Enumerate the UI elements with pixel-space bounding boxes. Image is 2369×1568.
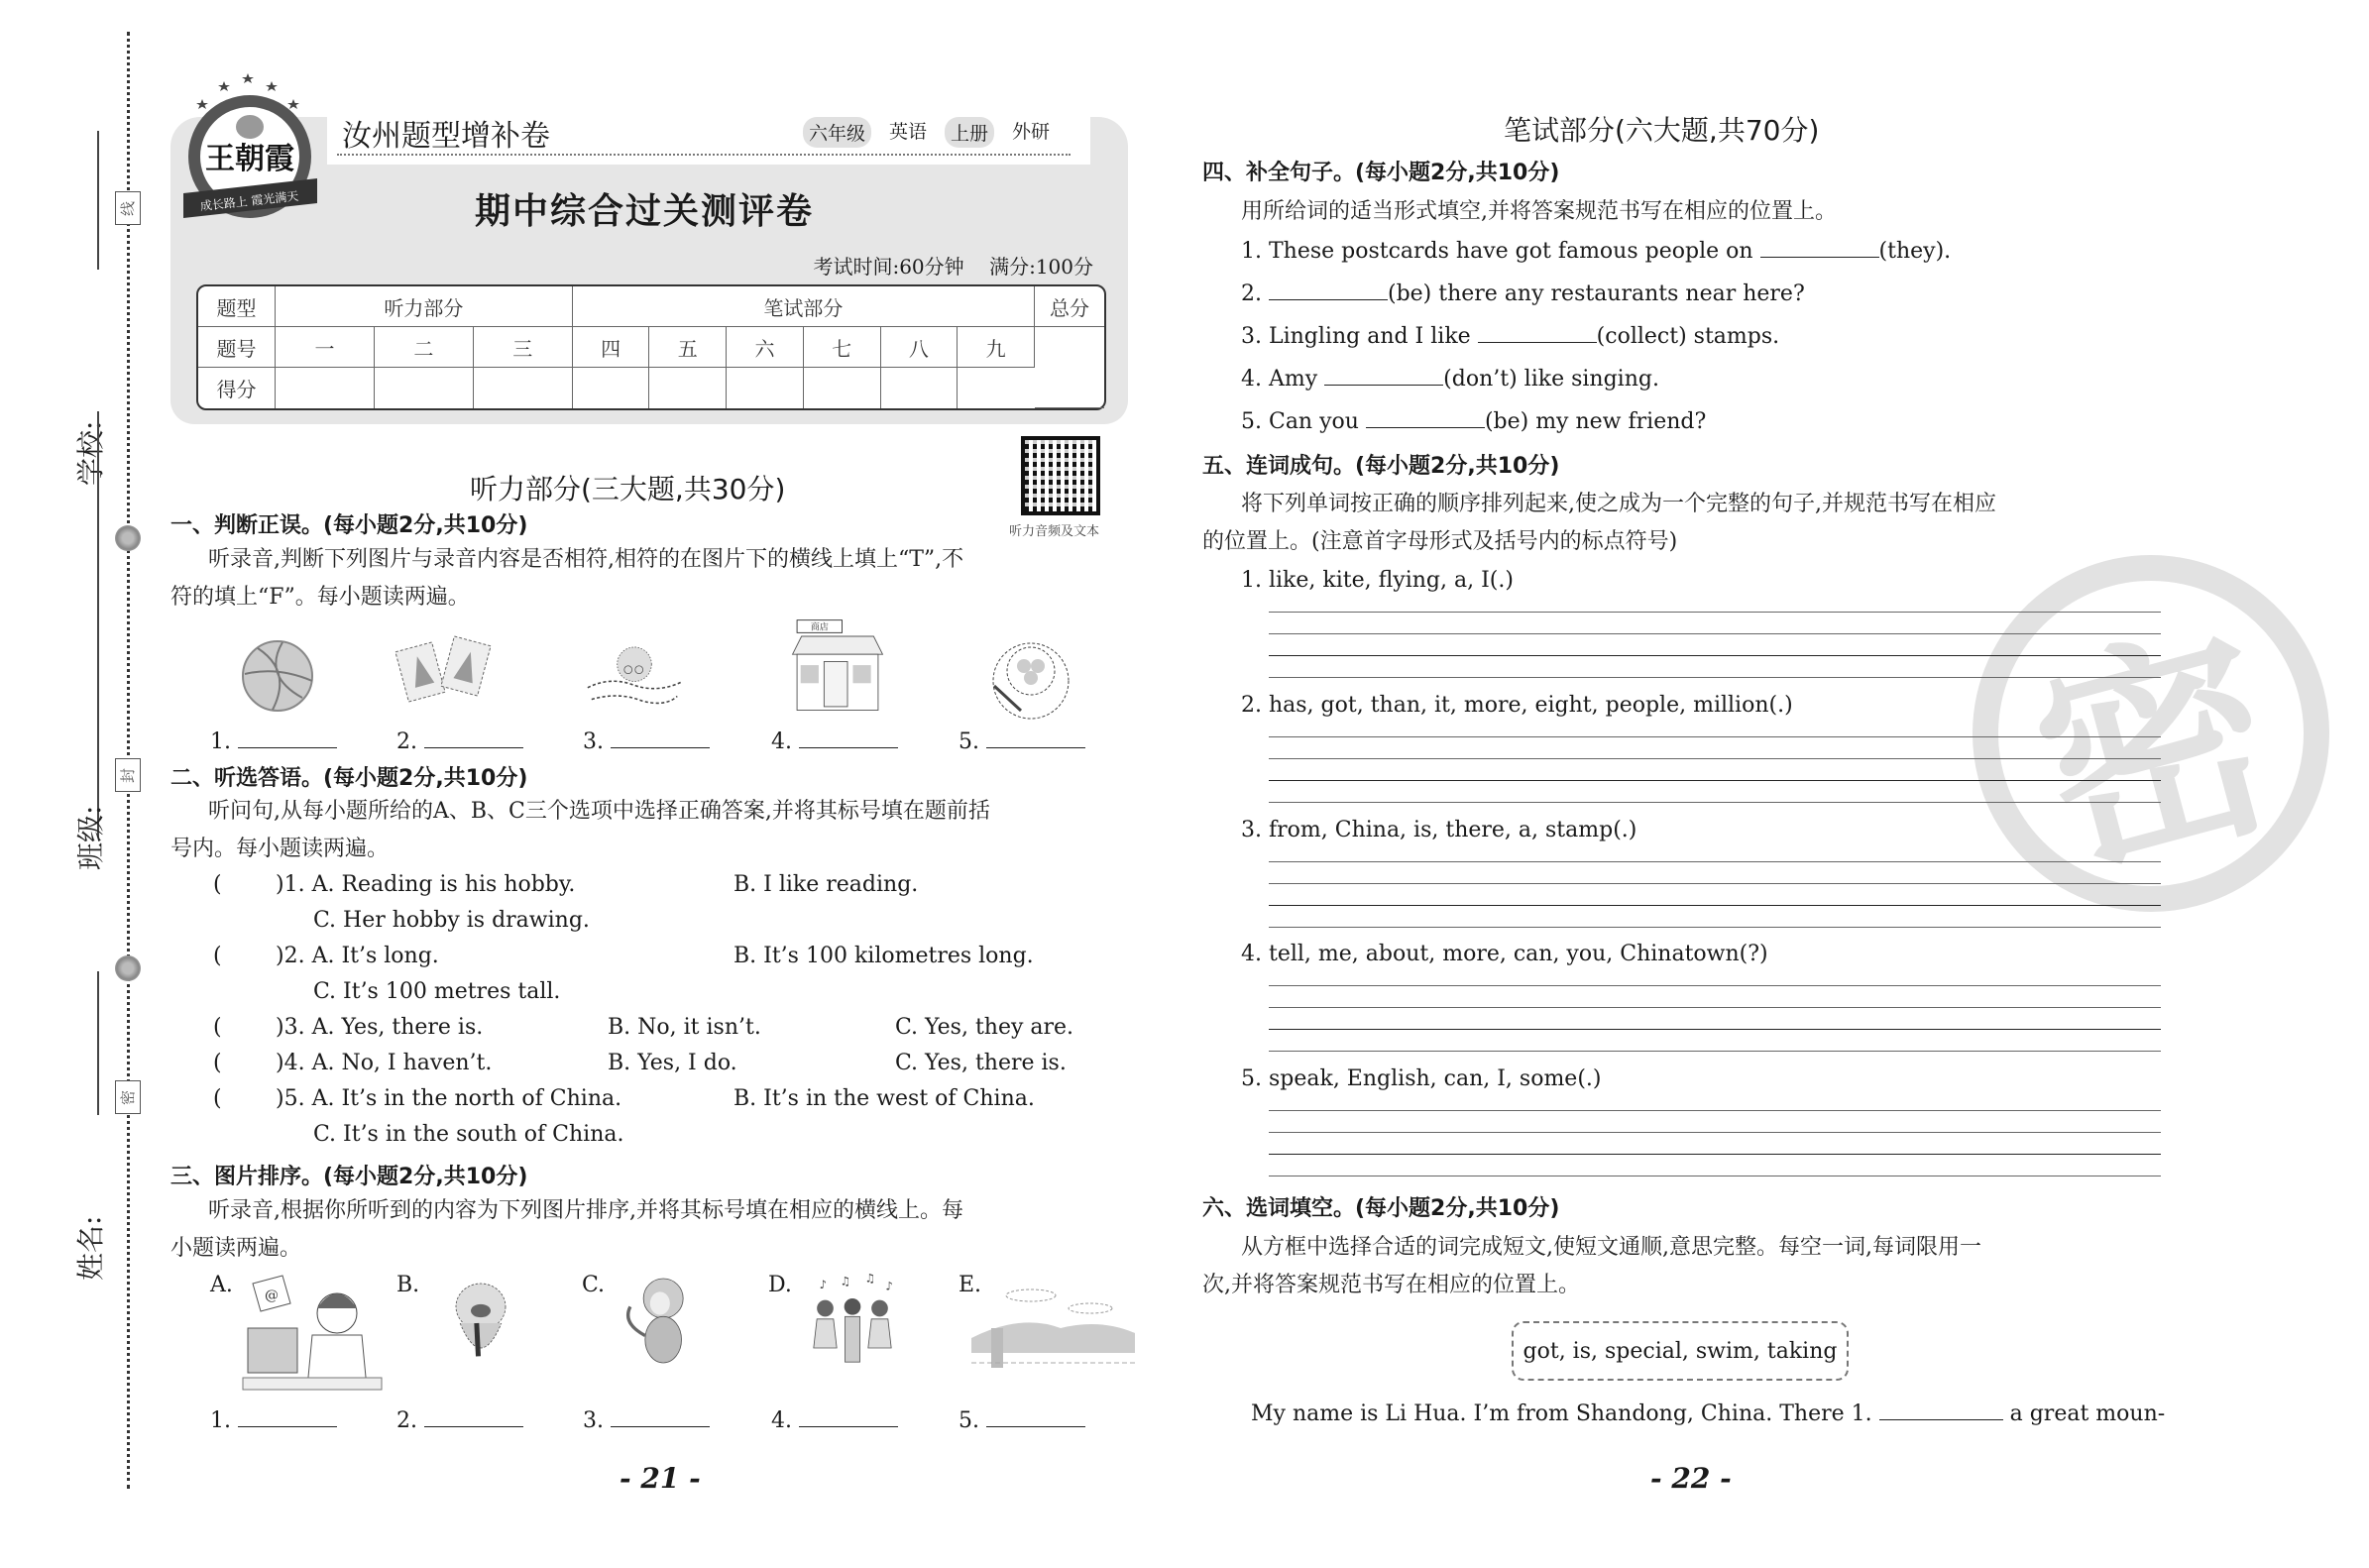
score-cell-value[interactable]: [881, 368, 959, 408]
score-cell-number: 七: [804, 327, 881, 368]
item-hint: (they).: [1878, 239, 1952, 264]
exam-meta: [813, 251, 1093, 280]
writing-line[interactable]: [1269, 780, 2161, 781]
section1-title: 一、判断正误。(每小题2分,共10分): [170, 513, 528, 538]
star-icon: [266, 81, 278, 91]
item-hint: (be) my new friend?: [1484, 409, 1707, 434]
confidential-stamp: 密: [1933, 515, 2369, 952]
word-bank-text: got, is, special, swim, taking: [1523, 1338, 1838, 1364]
name-field-label: 姓名:: [74, 1215, 107, 1281]
section1-blank-3[interactable]: [583, 728, 710, 754]
score-cell-number: 一: [276, 327, 375, 368]
section4-instruction: 用所给词的适当形式填空,并将答案规范书写在相应的位置上。: [1241, 199, 1837, 224]
passage-line-1: [1251, 1400, 2165, 1426]
score-cell-value[interactable]: [727, 368, 804, 408]
volume-tag: 上册: [945, 117, 994, 148]
score-cell-number: 六: [727, 327, 804, 368]
section5-item-5: 5. speak, English, can, I, some(.): [1241, 1066, 1602, 1091]
q1-option-a: )1. A. Reading is his hobby.: [276, 872, 576, 897]
section1-instruction-cont: 符的填上“F”。每小题读两遍。: [170, 585, 470, 610]
writing-line[interactable]: [1269, 905, 2161, 906]
answer-blank[interactable]: [1324, 366, 1443, 386]
section3-blank-1[interactable]: [210, 1407, 337, 1433]
svg-text:♪: ♪: [885, 1279, 893, 1293]
score-cell-number: 二: [375, 327, 474, 368]
answer-blank[interactable]: [424, 1407, 523, 1427]
section4-item-3: [1241, 323, 1779, 349]
svg-text:♫: ♫: [840, 1274, 850, 1288]
writing-line[interactable]: [1269, 1154, 2161, 1155]
binding-tag-mi: [115, 1080, 141, 1114]
binding-tag-text: 线: [119, 200, 138, 216]
answer-blank[interactable]: [1478, 323, 1597, 343]
answer-blank[interactable]: [611, 1407, 710, 1427]
swimming-icon: [580, 626, 689, 726]
q5-option-b: B. It’s in the west of China.: [733, 1086, 1035, 1111]
score-row-type: [198, 286, 1104, 327]
brand-logo: [178, 69, 327, 238]
section1-blank-1[interactable]: [210, 728, 337, 754]
writing-line[interactable]: [1269, 802, 2161, 803]
section1-blank-5[interactable]: [959, 728, 1085, 754]
full-score: 满分:100分: [989, 255, 1093, 279]
blank-number: 3.: [583, 729, 604, 754]
section3-blank-5[interactable]: [959, 1407, 1085, 1433]
section1-instruction: 听录音,判断下列图片与录音内容是否相符,相符的在图片下的横线上填上“T”,不: [208, 547, 964, 572]
section5-item-3: 3. from, China, is, there, a, stamp(.): [1241, 818, 1637, 842]
answer-blank[interactable]: [424, 728, 523, 748]
word-bank-box: [1512, 1321, 1849, 1381]
writing-part-title: 笔试部分(六大题,共70分): [1504, 114, 1820, 147]
item-hint: (be) there any restaurants near here?: [1388, 281, 1805, 306]
answer-blank[interactable]: [799, 728, 898, 748]
grade-tags: [803, 117, 1050, 148]
score-cell-value[interactable]: [573, 368, 650, 408]
section5-instruction-cont: 的位置上。(注意首字母形式及括号内的标点符号): [1202, 529, 1678, 554]
item-text: 1. These postcards have got famous people on: [1241, 239, 1753, 264]
edition-tag: 外研: [1012, 121, 1051, 143]
section4-title: 四、补全句子。(每小题2分,共10分): [1202, 161, 1560, 185]
score-table: [196, 284, 1106, 410]
item-text: 3. Lingling and I like: [1241, 324, 1471, 349]
listening-part-title: 听力部分(三大题,共30分): [470, 473, 786, 505]
section3-instruction-cont: 小题读两遍。: [170, 1236, 302, 1261]
item-text: 2.: [1241, 281, 1262, 306]
section2-instruction-cont: 号内。每小题读两遍。: [170, 837, 390, 861]
section1-blank-4[interactable]: [771, 728, 898, 754]
answer-blank[interactable]: [1366, 408, 1485, 428]
writing-line[interactable]: [1269, 883, 2161, 884]
subject-tag: 英语: [889, 121, 928, 143]
section4-item-1: [1241, 238, 1951, 264]
score-cell-value[interactable]: [375, 368, 474, 408]
svg-text:♫: ♫: [864, 1271, 875, 1286]
seal-icon: [115, 955, 141, 981]
score-cell-value[interactable]: [958, 368, 1035, 408]
q1-option-b: B. I like reading.: [733, 872, 919, 897]
score-cell-number: 五: [649, 327, 727, 368]
answer-blank[interactable]: [238, 728, 337, 748]
shop-sign-text: 商店: [810, 622, 829, 633]
blank-number: 5.: [959, 729, 979, 754]
q5-option-c: C. It’s in the south of China.: [313, 1122, 624, 1147]
binding-tag-text: 密: [119, 1089, 138, 1105]
binding-tag-xian: [115, 191, 141, 225]
score-cell-label: 题号: [198, 327, 276, 368]
answer-blank[interactable]: [611, 728, 710, 748]
answer-blank[interactable]: [1879, 1400, 2003, 1420]
score-cell-number: 四: [573, 327, 650, 368]
answer-blank[interactable]: [1760, 238, 1879, 258]
series-name: 汝州题型增补卷: [342, 119, 550, 154]
qr-code-icon[interactable]: [1021, 436, 1100, 515]
answer-blank[interactable]: [986, 1407, 1085, 1427]
svg-text:@: @: [265, 1288, 279, 1303]
writing-line[interactable]: [1269, 1029, 2161, 1030]
score-cell-number: 九: [958, 327, 1035, 368]
q2-option-a: )2. A. It’s long.: [276, 944, 439, 968]
section1-blank-2[interactable]: [396, 728, 523, 754]
writing-line[interactable]: [1269, 612, 2161, 613]
section6-instruction-cont: 次,并将答案规范书写在相应的位置上。: [1202, 1273, 1580, 1297]
section5-item-2: 2. has, got, than, it, more, eight, people, million(.): [1241, 693, 1793, 718]
q4-option-c: C. Yes, there is.: [895, 1051, 1067, 1075]
section5-item-1: 1. like, kite, flying, a, I(.): [1241, 568, 1514, 593]
item-hint: (don’t) like singing.: [1443, 367, 1659, 392]
answer-blank[interactable]: [986, 728, 1085, 748]
writing-line[interactable]: [1269, 1051, 2161, 1052]
writing-line[interactable]: [1269, 1007, 2161, 1008]
section5-title: 五、连词成句。(每小题2分,共10分): [1202, 454, 1560, 479]
q2-option-b: B. It’s 100 kilometres long.: [733, 944, 1034, 968]
writing-line[interactable]: [1269, 861, 2161, 862]
writing-line[interactable]: [1269, 633, 2161, 634]
blank-number: 4.: [771, 729, 792, 754]
blank-number: 1.: [210, 729, 231, 754]
picture-letter-c: C.: [582, 1273, 606, 1297]
section2-instruction: 听问句,从每小题所给的A、B、C三个选项中选择正确答案,并将其标号填在题前括: [208, 799, 990, 824]
page-number-left: - 21 -: [620, 1462, 701, 1495]
star-icon: [287, 99, 299, 109]
score-cell-label: 得分: [198, 368, 276, 408]
class-field-label: 班级:: [74, 805, 107, 870]
section5-item-4: 4. tell, me, about, more, can, you, Chinatown(?): [1241, 942, 1768, 966]
writing-line[interactable]: [1269, 1132, 2161, 1133]
item-text: 4. Amy: [1241, 367, 1318, 392]
q4-option-a: )4. A. No, I haven’t.: [276, 1051, 493, 1075]
basketball-icon: [233, 626, 342, 726]
score-cell-total-value[interactable]: [1035, 327, 1104, 408]
writing-line[interactable]: [1269, 736, 2161, 737]
section3-blank-3[interactable]: [583, 1407, 710, 1433]
shop-icon: [783, 616, 892, 716]
q5-option-a: )5. A. It’s in the north of China.: [276, 1086, 622, 1111]
writing-line[interactable]: [1269, 655, 2161, 656]
score-cell-listening: 听力部分: [276, 286, 573, 327]
section3-instruction: 听录音,根据你所听到的内容为下列图片排序,并将其标号填在相应的横线上。每: [208, 1198, 963, 1223]
q3-option-c: C. Yes, they are.: [895, 1015, 1074, 1040]
q2-option-c: C. It’s 100 metres tall.: [313, 979, 561, 1004]
score-cell-value[interactable]: [474, 368, 573, 408]
section4-item-4: [1241, 366, 1659, 392]
item-text: 5. Can you: [1241, 409, 1359, 434]
blank-number: 4.: [771, 1408, 792, 1433]
section3-title: 三、图片排序。(每小题2分,共10分): [170, 1165, 528, 1189]
writing-line[interactable]: [1269, 985, 2161, 986]
class-field-line[interactable]: [97, 411, 99, 838]
stamps-icon: [392, 626, 501, 726]
exam-time: 考试时间:60分钟: [813, 255, 964, 279]
picture-letter-b: B.: [396, 1273, 420, 1297]
dumplings-icon: [976, 626, 1085, 726]
exam-title: 期中综合过关测评卷: [474, 191, 814, 232]
logo-text: 王朝霞: [205, 142, 294, 176]
q4-option-b: B. Yes, I do.: [608, 1051, 737, 1075]
answer-paren[interactable]: (: [213, 1015, 222, 1040]
section4-item-2: [1241, 280, 1805, 306]
blank-number: 3.: [583, 1408, 604, 1433]
blank-number: 2.: [396, 729, 417, 754]
school-field-line[interactable]: [97, 131, 99, 270]
children-singing-icon: [798, 1271, 907, 1373]
score-cell-value[interactable]: [276, 368, 375, 408]
score-cell-value[interactable]: [649, 368, 727, 408]
answer-paren[interactable]: (: [213, 944, 222, 968]
passage-text: My name is Li Hua. I’m from Shandong, China. There 1.: [1251, 1401, 1872, 1426]
score-row-number: [198, 327, 1104, 368]
answer-paren[interactable]: (: [213, 1051, 222, 1075]
svg-text:♪: ♪: [819, 1278, 828, 1291]
q3-option-a: )3. A. Yes, there is.: [276, 1015, 484, 1040]
section2-title: 二、听选答语。(每小题2分,共10分): [170, 766, 528, 791]
picture-letter-d: D.: [768, 1273, 792, 1297]
binding-tag-text: 封: [119, 767, 138, 783]
star-icon: [218, 81, 230, 91]
score-row-score: [198, 368, 1104, 408]
monkey-icon: [605, 1274, 714, 1373]
section6-title: 六、选词填空。(每小题2分,共10分): [1202, 1196, 1560, 1221]
lion-dance-icon: [426, 1274, 535, 1373]
writing-line[interactable]: [1269, 927, 2161, 928]
section3-blank-2[interactable]: [396, 1407, 523, 1433]
qr-caption: 听力音频及文本: [1009, 524, 1100, 539]
binding-tag-feng: [115, 758, 141, 792]
answer-blank[interactable]: [799, 1407, 898, 1427]
page-number-right: - 22 -: [1650, 1462, 1732, 1495]
logo-ribbon-text: 成长路上 霞光满天: [199, 188, 299, 214]
answer-paren[interactable]: (: [213, 1086, 222, 1111]
writing-line[interactable]: [1269, 1110, 2161, 1111]
answer-paren[interactable]: (: [213, 872, 222, 897]
score-cell-writing: 笔试部分: [573, 286, 1035, 327]
school-field-label: 学校:: [74, 420, 107, 486]
star-icon: [196, 99, 208, 109]
q1-option-c: C. Her hobby is drawing.: [313, 908, 590, 933]
q3-option-b: B. No, it isn’t.: [608, 1015, 761, 1040]
score-cell-value[interactable]: [804, 368, 881, 408]
section4-item-5: [1241, 408, 1706, 434]
passage-text-cont: a great moun-: [2009, 1401, 2166, 1426]
section6-instruction: 从方框中选择合适的词完成短文,使短文通顺,意思完整。每空一词,每词限用一: [1241, 1235, 1981, 1260]
picture-letter-a: A.: [210, 1273, 233, 1297]
answer-blank[interactable]: [238, 1407, 337, 1427]
score-cell-total: 总分: [1035, 286, 1104, 327]
blank-number: 5.: [959, 1408, 979, 1433]
writing-line[interactable]: [1269, 677, 2161, 678]
grade-tag: 六年级: [803, 117, 871, 148]
lake-pagoda-icon: [971, 1284, 1135, 1383]
man-computer-email-icon: [243, 1274, 382, 1393]
item-hint: (collect) stamps.: [1596, 324, 1780, 349]
score-cell-number: 八: [881, 327, 959, 368]
blank-number: 2.: [396, 1408, 417, 1433]
answer-blank[interactable]: [1269, 280, 1388, 300]
score-cell-number: 三: [474, 327, 573, 368]
star-icon: [242, 73, 254, 83]
section3-blank-4[interactable]: [771, 1407, 898, 1433]
blank-number: 1.: [210, 1408, 231, 1433]
section5-instruction: 将下列单词按正确的顺序排列起来,使之成为一个完整的句子,并规范书写在相应: [1241, 492, 1996, 516]
seal-icon: [115, 525, 141, 551]
writing-line[interactable]: [1269, 758, 2161, 759]
score-cell-label: 题型: [198, 286, 276, 327]
picture-letter-e: E.: [959, 1273, 982, 1297]
name-field-line[interactable]: [97, 971, 99, 1115]
